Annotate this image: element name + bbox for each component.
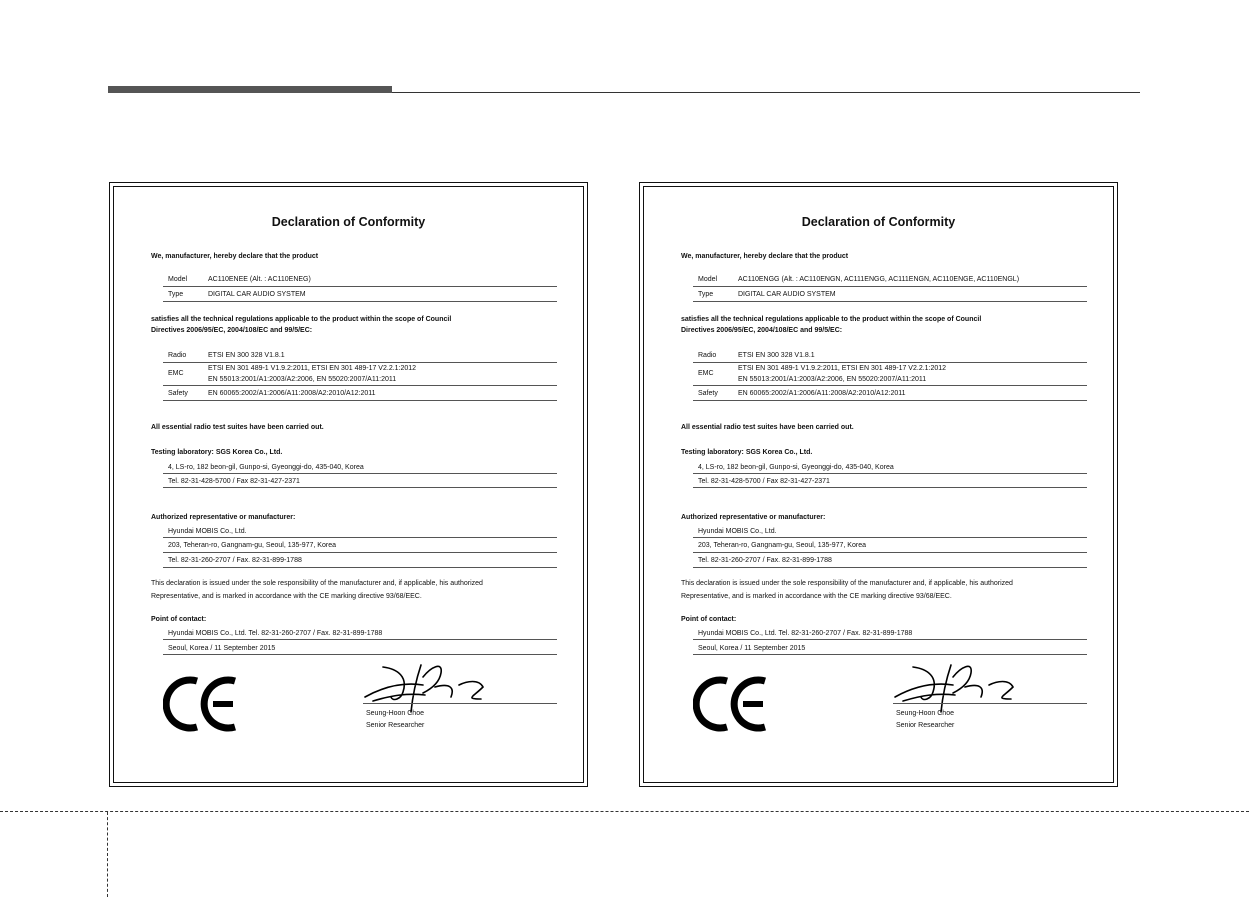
rep-tel: Tel. 82-31-260-2707 / Fax. 82-31-899-1788: [168, 557, 302, 564]
table-rule: [163, 362, 557, 363]
signature-line: [363, 703, 557, 704]
satisfies-line-2: Directives 2006/95/EC, 2004/108/EC and 99/5/EC:: [681, 327, 843, 334]
declaration-document-2: [639, 182, 1118, 787]
declaration-line-1: This declaration is issued under the sole responsibility of the manufacturer and, if applicable, his authorized: [681, 580, 1013, 587]
rep-heading: Authorized representative or manufacturer:: [151, 514, 296, 521]
rep-tel: Tel. 82-31-260-2707 / Fax. 82-31-899-1788: [698, 557, 832, 564]
radio-value: ETSI EN 300 328 V1.8.1: [208, 352, 285, 359]
lab-address: 4, LS-ro, 182 beon-gil, Gunpo-si, Gyeonggi-do, 435-040, Korea: [698, 464, 894, 471]
contact-line: Hyundai MOBIS Co., Ltd. Tel. 82-31-260-2707 / Fax. 82-31-899-1788: [698, 630, 913, 637]
model-label: Model: [698, 276, 718, 283]
emc-value-2: EN 55013:2001/A1:2003/A2:2006, EN 55020:2007/A11:2011: [208, 376, 397, 383]
document-title: Declaration of Conformity: [271, 215, 426, 229]
essential-tests-text: All essential radio test suites have been carried out.: [151, 424, 324, 431]
contact-heading: Point of contact:: [151, 616, 207, 623]
contact-heading: Point of contact:: [681, 616, 737, 623]
radio-label: Radio: [168, 352, 187, 359]
footer-dashed-divider: [107, 812, 108, 897]
lab-address: 4, LS-ro, 182 beon-gil, Gunpo-si, Gyeonggi-do, 435-040, Korea: [168, 464, 364, 471]
table-rule: [163, 301, 557, 302]
model-label: Model: [168, 276, 188, 283]
radio-label: Radio: [698, 352, 717, 359]
declaration-line-2: Representative, and is marked in accordance with the CE marking directive 93/68/EEC.: [151, 593, 422, 600]
radio-value: ETSI EN 300 328 V1.8.1: [738, 352, 815, 359]
rep-address: 203, Teheran-ro, Gangnam-gu, Seoul, 135-977, Korea: [698, 542, 866, 549]
rep-address: 203, Teheran-ro, Gangnam-gu, Seoul, 135-977, Korea: [168, 542, 336, 549]
table-rule: [693, 639, 1087, 640]
table-rule: [693, 385, 1087, 386]
lab-heading: Testing laboratory: SGS Korea Co., Ltd.: [681, 449, 813, 456]
model-value: AC110ENGG (Alt. : AC110ENGN, AC111ENGG, AC111ENGN, AC110ENGE, AC110ENGL): [738, 276, 1020, 283]
table-rule: [693, 552, 1087, 553]
safety-value: EN 60065:2002/A1:2006/A11:2008/A2:2010/A12:2011: [738, 390, 906, 397]
signer-title: Senior Researcher: [366, 722, 425, 729]
emc-value-1: ETSI EN 301 489-1 V1.9.2:2011, ETSI EN 301 489-17 V2.2.1:2012: [208, 365, 417, 372]
header-rule: [392, 92, 1140, 93]
table-rule: [163, 537, 557, 538]
signature-line: [893, 703, 1087, 704]
footer-dashed-rule: [0, 811, 1249, 812]
safety-label: Safety: [698, 390, 718, 397]
table-rule: [163, 286, 557, 287]
lab-tel: Tel. 82-31-428-5700 / Fax 82-31-427-2371: [698, 478, 830, 485]
table-rule: [163, 567, 557, 568]
signature-icon: [363, 657, 493, 717]
signer-title: Senior Researcher: [896, 722, 955, 729]
table-rule: [163, 487, 557, 488]
emc-label: EMC: [698, 370, 714, 377]
lab-tel: Tel. 82-31-428-5700 / Fax 82-31-427-2371: [168, 478, 300, 485]
safety-label: Safety: [168, 390, 188, 397]
ce-mark-icon: [163, 675, 243, 735]
table-rule: [163, 473, 557, 474]
emc-label: EMC: [168, 370, 184, 377]
table-rule: [693, 400, 1087, 401]
table-rule: [693, 487, 1087, 488]
table-rule: [163, 639, 557, 640]
satisfies-line-1: satisfies all the technical regulations applicable to the product within the scope of Council: [151, 316, 452, 323]
emc-value-2: EN 55013:2001/A1:2003/A2:2006, EN 55020:2007/A11:2011: [738, 376, 927, 383]
table-rule: [163, 400, 557, 401]
essential-tests-text: All essential radio test suites have been carried out.: [681, 424, 854, 431]
rep-name: Hyundai MOBIS Co., Ltd.: [168, 528, 247, 535]
contact-line: Hyundai MOBIS Co., Ltd. Tel. 82-31-260-2707 / Fax. 82-31-899-1788: [168, 630, 383, 637]
signer-name: Seung-Hoon Choe: [896, 710, 954, 717]
table-rule: [693, 537, 1087, 538]
document-title: Declaration of Conformity: [801, 215, 956, 229]
table-rule: [163, 385, 557, 386]
intro-text: We, manufacturer, hereby declare that the product: [151, 253, 319, 260]
header-accent-bar: [108, 86, 392, 93]
signature-icon: [893, 657, 1023, 717]
type-label: Type: [698, 291, 714, 298]
place-date: Seoul, Korea / 11 September 2015: [698, 645, 806, 652]
type-value: DIGITAL CAR AUDIO SYSTEM: [208, 291, 306, 298]
table-rule: [693, 567, 1087, 568]
table-rule: [163, 552, 557, 553]
place-date: Seoul, Korea / 11 September 2015: [168, 645, 276, 652]
type-label: Type: [168, 291, 184, 298]
lab-heading: Testing laboratory: SGS Korea Co., Ltd.: [151, 449, 283, 456]
satisfies-line-1: satisfies all the technical regulations applicable to the product within the scope of Council: [681, 316, 982, 323]
model-value: AC110ENEE (Alt. : AC110ENEG): [208, 276, 311, 283]
satisfies-line-2: Directives 2006/95/EC, 2004/108/EC and 99/5/EC:: [151, 327, 313, 334]
rep-name: Hyundai MOBIS Co., Ltd.: [698, 528, 777, 535]
declaration-line-1: This declaration is issued under the sole responsibility of the manufacturer and, if applicable, his authorized: [151, 580, 483, 587]
table-rule: [163, 654, 557, 655]
intro-text: We, manufacturer, hereby declare that the product: [681, 253, 849, 260]
declaration-document-1: [109, 182, 588, 787]
type-value: DIGITAL CAR AUDIO SYSTEM: [738, 291, 836, 298]
table-rule: [693, 654, 1087, 655]
signer-name: Seung-Hoon Choe: [366, 710, 424, 717]
rep-heading: Authorized representative or manufacturer:: [681, 514, 826, 521]
emc-value-1: ETSI EN 301 489-1 V1.9.2:2011, ETSI EN 301 489-17 V2.2.1:2012: [738, 365, 947, 372]
ce-mark-icon: [693, 675, 773, 735]
safety-value: EN 60065:2002/A1:2006/A11:2008/A2:2010/A12:2011: [208, 390, 376, 397]
table-rule: [693, 286, 1087, 287]
declaration-line-2: Representative, and is marked in accordance with the CE marking directive 93/68/EEC.: [681, 593, 952, 600]
table-rule: [693, 473, 1087, 474]
table-rule: [693, 362, 1087, 363]
table-rule: [693, 301, 1087, 302]
